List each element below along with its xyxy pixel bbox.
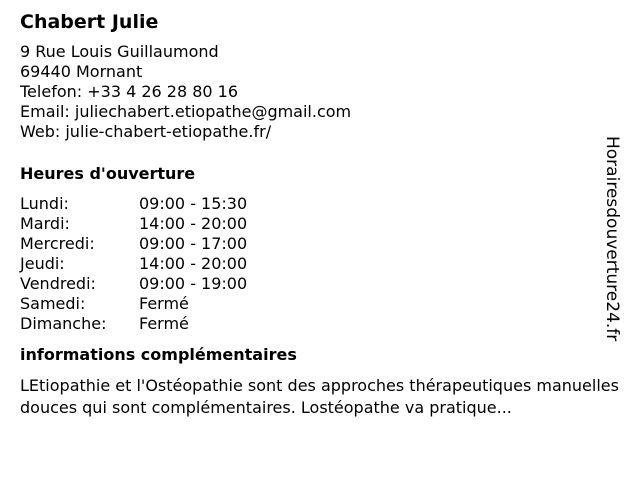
day-label: Dimanche:: [20, 314, 107, 333]
email-line: Email: juliechabert.etiopathe@gmail.com: [20, 102, 352, 121]
business-card: [20, 10, 620, 419]
day-label: Mercredi:: [20, 234, 95, 253]
day-label: Samedi:: [20, 294, 86, 313]
hours-row-tuesday: [20, 214, 620, 234]
day-hours: 09:00 - 15:30: [139, 194, 248, 213]
additional-info-text: LEtiopathie et l'Ostéopathie sont des approches thérapeutiques manuelles douces qui sont complémentaires. Lostéopathe va pratique...: [20, 376, 619, 417]
address-street: 9 Rue Louis Guillaumond: [20, 42, 219, 61]
day-hours: Fermé: [139, 294, 189, 313]
phone-line: Telefon: +33 4 26 28 80 16: [20, 82, 239, 101]
opening-hours-table: [20, 194, 620, 334]
day-hours: Fermé: [139, 314, 189, 333]
hours-row-sunday: [20, 314, 620, 334]
day-hours: 09:00 - 19:00: [139, 274, 248, 293]
hours-row-friday: [20, 274, 620, 294]
hours-row-wednesday: [20, 234, 620, 254]
hours-row-thursday: [20, 254, 620, 274]
hours-row-monday: [20, 194, 620, 214]
site-watermark: Horairesdouverture24.fr: [602, 136, 622, 342]
additional-info-heading: informations complémentaires: [20, 345, 297, 364]
hours-row-saturday: [20, 294, 620, 314]
day-label: Lundi:: [20, 194, 69, 213]
day-label: Vendredi:: [20, 274, 96, 293]
business-name: Chabert Julie: [20, 11, 159, 33]
day-hours: 09:00 - 17:00: [139, 234, 248, 253]
address-city: 69440 Mornant: [20, 62, 143, 81]
day-label: Jeudi:: [20, 254, 65, 273]
day-label: Mardi:: [20, 214, 70, 233]
day-hours: 14:00 - 20:00: [139, 254, 248, 273]
opening-hours-heading: Heures d'ouverture: [20, 164, 196, 183]
day-hours: 14:00 - 20:00: [139, 214, 248, 233]
website-line: Web: julie-chabert-etiopathe.fr/: [20, 122, 272, 141]
